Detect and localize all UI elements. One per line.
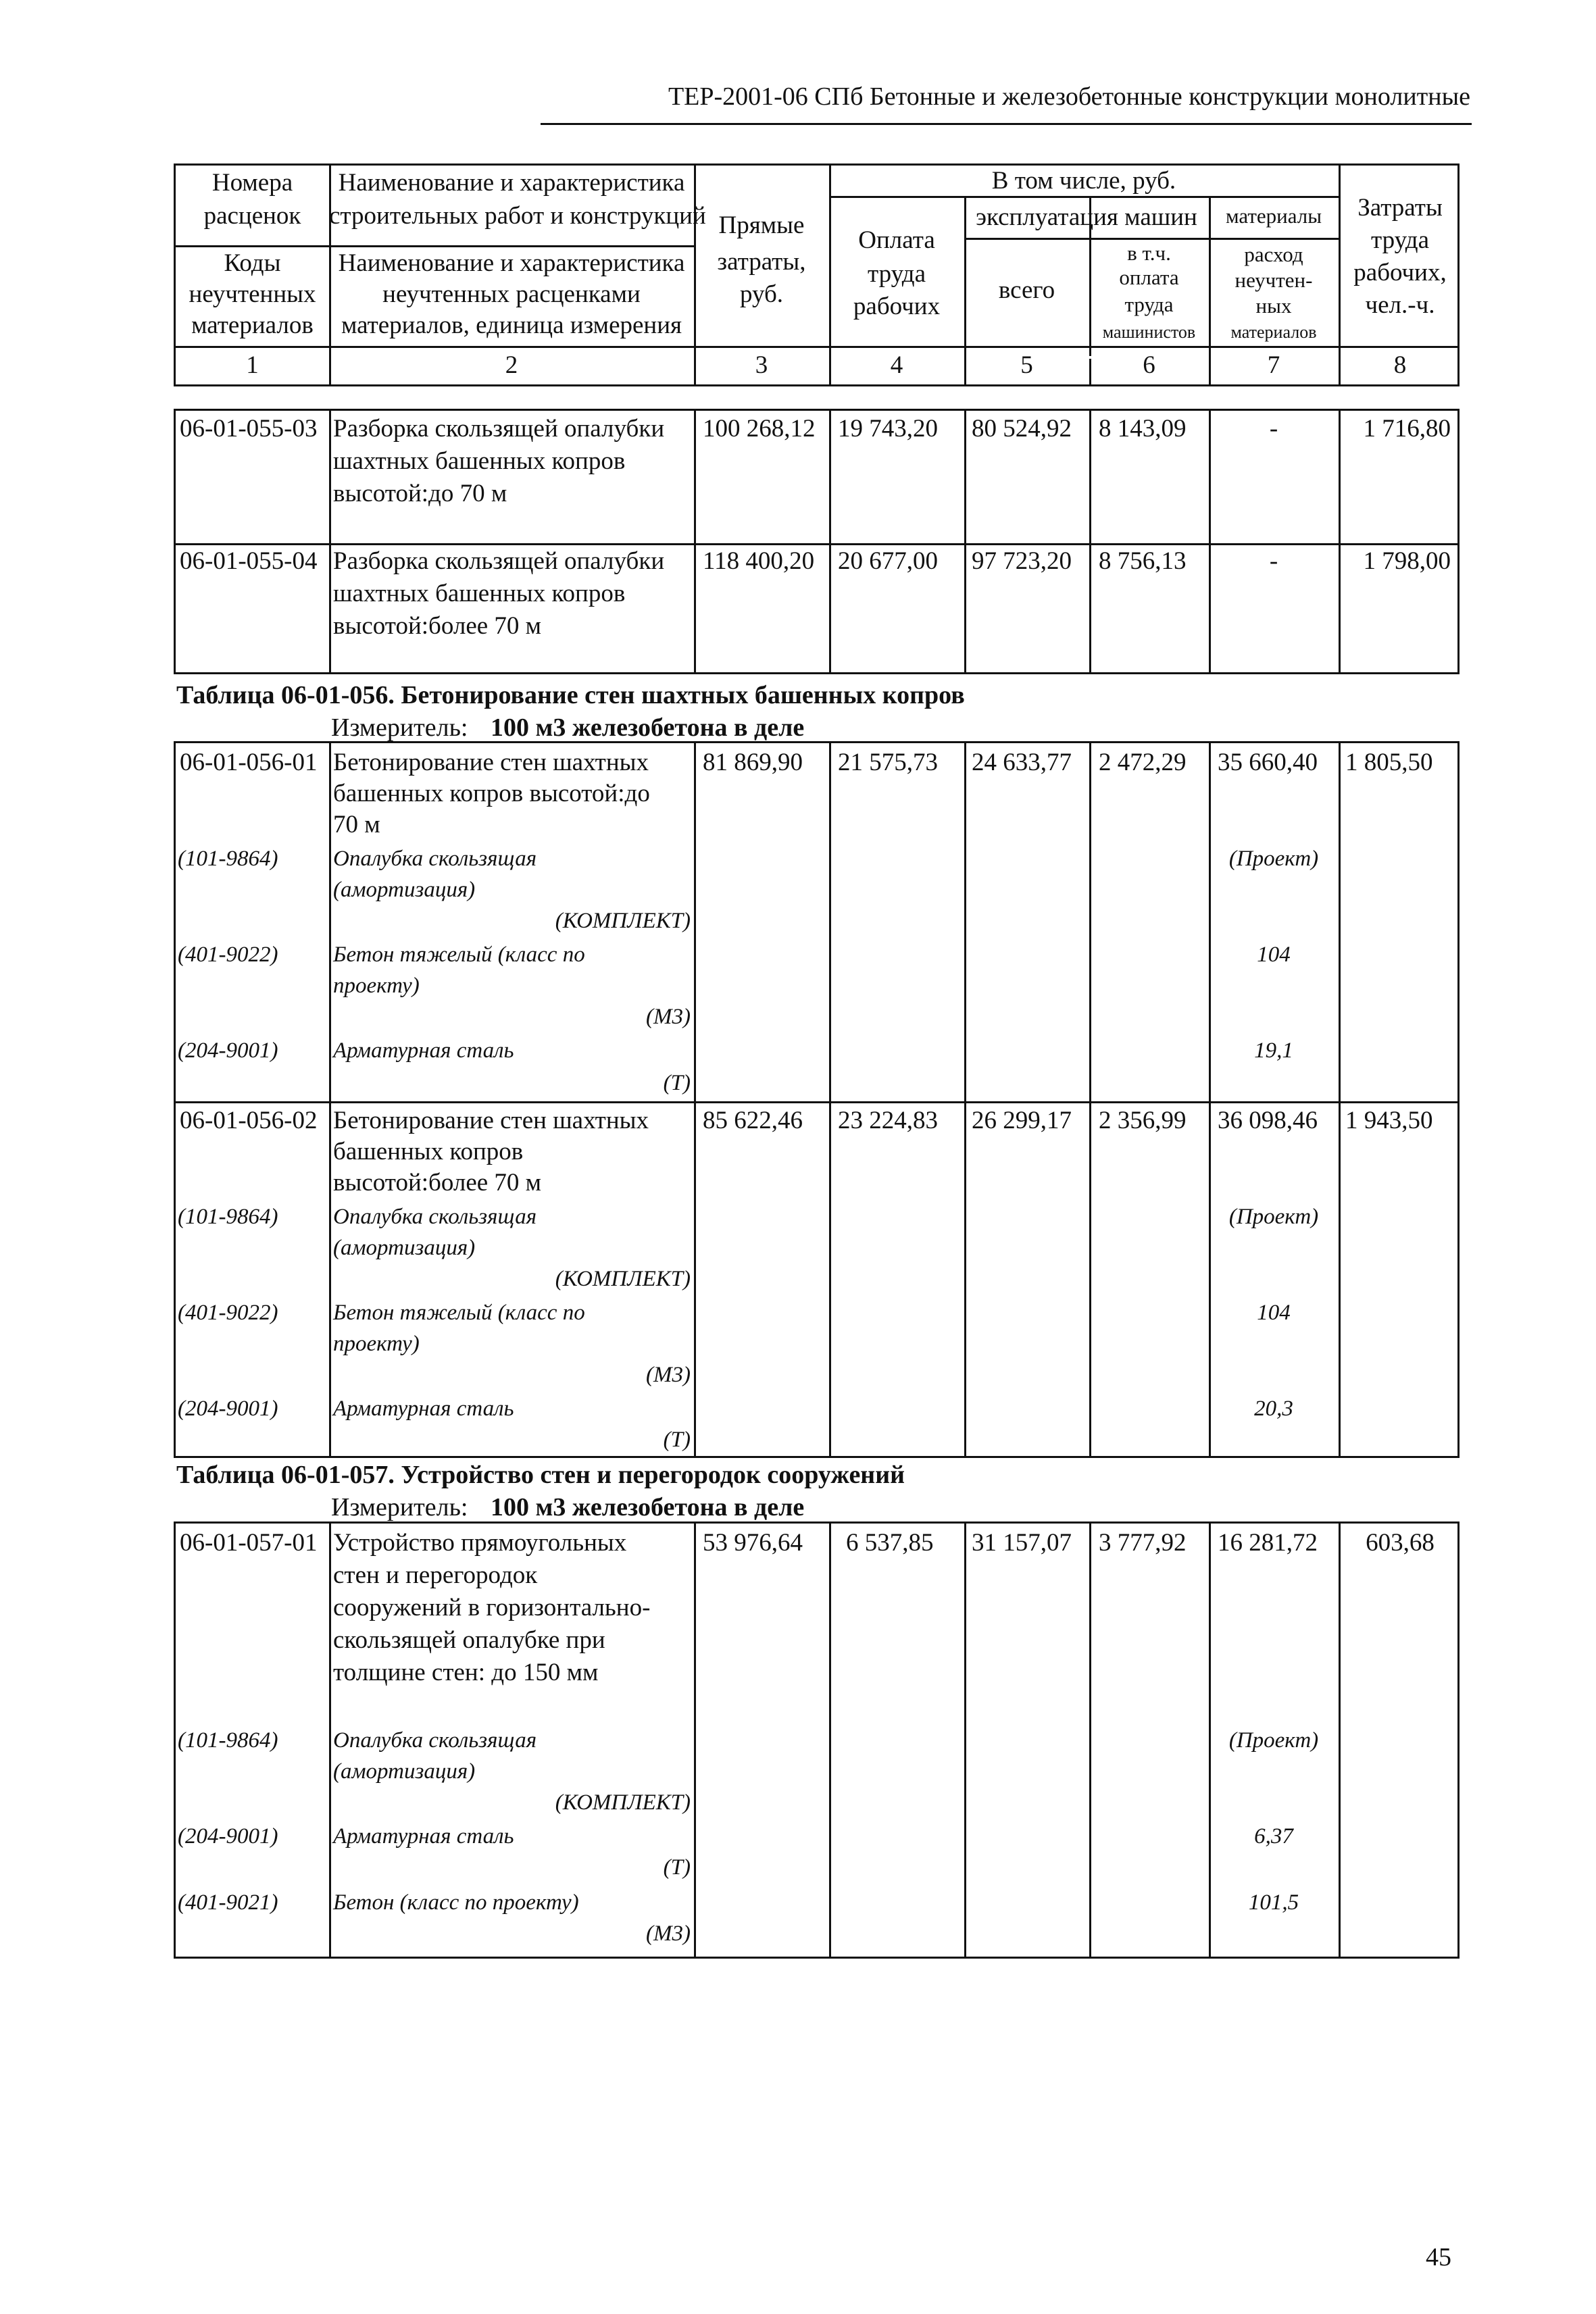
hdr-machinists-l4: машинистов: [1102, 322, 1196, 342]
material-code: (204-9001): [178, 1038, 278, 1063]
row-name-line: сооружений в горизонтально-: [333, 1594, 651, 1621]
row-name-line: стен и перегородок: [333, 1561, 538, 1589]
row-labor-hours: 1 805,50: [1345, 749, 1433, 776]
material-name-line: (амортизация): [333, 878, 476, 902]
col-number-8: 8: [1393, 351, 1407, 379]
hdr-materials-l2: неучтен-: [1235, 268, 1313, 292]
hdr-materials-l3: ных: [1255, 294, 1292, 318]
row-materials: 36 098,46: [1218, 1107, 1318, 1134]
row-direct: 81 869,90: [703, 749, 803, 776]
hdr-incl: В том числе, руб.: [991, 167, 1176, 195]
row-machinists: 8 756,13: [1099, 547, 1187, 575]
row-labor-pay: 6 537,85: [846, 1529, 934, 1557]
hdr-labor-l4: чел.-ч.: [1365, 291, 1435, 319]
row-code: 06-01-056-01: [180, 749, 318, 776]
row-name-line: высотой:до 70 м: [333, 480, 507, 507]
row-direct: 85 622,46: [703, 1107, 803, 1134]
row-labor-pay: 20 677,00: [838, 547, 938, 575]
row-name-line: скользящей опалубке при: [333, 1626, 605, 1654]
row-materials: 16 281,72: [1218, 1529, 1318, 1557]
row-machinists: 2 472,29: [1099, 749, 1187, 776]
row-name-line: Устройство прямоугольных: [333, 1529, 627, 1557]
row-direct: 53 976,64: [703, 1529, 803, 1557]
row-machines: 31 157,07: [972, 1529, 1072, 1557]
row-labor-pay: 21 575,73: [838, 749, 938, 776]
material-qty: (Проект): [1228, 1205, 1319, 1229]
material-qty: 104: [1257, 1301, 1291, 1325]
row-machinists: 3 777,92: [1099, 1529, 1187, 1557]
hdr-direct-l3: руб.: [739, 280, 784, 308]
hdr-labor-pay-l2: труда: [867, 260, 926, 288]
material-name-line: Опалубка скользящая: [333, 847, 537, 871]
row-materials: 35 660,40: [1218, 749, 1318, 776]
material-name-line: Бетон тяжелый (класс по: [333, 942, 585, 967]
row-name-line: Разборка скользящей опалубки: [333, 415, 665, 443]
row-name-line: Бетонирование стен шахтных: [333, 1107, 649, 1134]
row-labor-pay: 19 743,20: [838, 415, 938, 443]
table-056-meter-label: Измеритель:: [331, 713, 468, 742]
material-qty: 101,5: [1248, 1890, 1299, 1915]
material-unit: (Т): [663, 1071, 691, 1095]
row-machinists: 8 143,09: [1099, 415, 1187, 443]
material-code: (401-9021): [178, 1890, 278, 1915]
hdr-direct-l1: Прямые: [718, 211, 805, 239]
table-057-title: Таблица 06-01-057. Устройство стен и перегородок сооружений: [176, 1461, 905, 1489]
material-code: (101-9864): [178, 1728, 278, 1753]
row-materials: -: [1269, 415, 1278, 443]
column-header-table: [174, 164, 1460, 386]
row-machines: 26 299,17: [972, 1107, 1072, 1134]
material-qty: 20,3: [1254, 1397, 1293, 1421]
header-rule: [541, 123, 1472, 125]
material-unit: (КОМПЛЕКТ): [555, 1790, 691, 1815]
row-code: 06-01-057-01: [180, 1529, 318, 1557]
row-materials: -: [1269, 547, 1278, 575]
hdr-labor-l2: труда: [1370, 226, 1430, 254]
row-name-line: 70 м: [333, 811, 380, 838]
col-number-6: 6: [1143, 351, 1155, 379]
material-name-line: проекту): [333, 1332, 420, 1356]
running-header: ТЕР-2001-06 СПб Бетонные и железобетонные конструкции монолитные: [668, 82, 1470, 111]
row-name-line: башенных копров: [333, 1138, 524, 1165]
material-name-line: Опалубка скользящая: [333, 1728, 537, 1753]
material-unit: (Т): [663, 1428, 691, 1452]
row-name-line: башенных копров высотой:до: [333, 780, 650, 807]
hdr-name-l2: строительных работ и конструкций: [329, 202, 706, 230]
material-code: (101-9864): [178, 847, 278, 871]
hdr-machines-total: всего: [998, 276, 1055, 304]
table-056-title: Таблица 06-01-056. Бетонирование стен шахтных башенных копров: [176, 681, 965, 709]
row-direct: 100 268,12: [703, 415, 816, 443]
material-name-line: Опалубка скользящая: [333, 1205, 537, 1229]
row-name-line: шахтных башенных копров: [333, 447, 626, 475]
row-labor-hours: 1 798,00: [1363, 547, 1451, 575]
hdr-direct-l2: затраты,: [717, 248, 806, 276]
hdr-labor-l1: Затраты: [1357, 194, 1443, 222]
material-qty: 104: [1257, 942, 1291, 967]
col-number-7: 7: [1267, 351, 1280, 379]
material-name-line: (амортизация): [333, 1236, 476, 1260]
col-number-4: 4: [890, 351, 903, 379]
material-name-line: Бетон тяжелый (класс по: [333, 1301, 585, 1325]
row-machines: 80 524,92: [972, 415, 1072, 443]
row-name-line: Разборка скользящей опалубки: [333, 547, 665, 575]
row-name-line: шахтных башенных копров: [333, 580, 626, 607]
hdr-machinists-l3: труда: [1124, 293, 1174, 316]
col-number-5: 5: [1020, 351, 1033, 379]
hdr-codes-l4: неучтенных: [189, 280, 316, 308]
material-name-line: (амортизация): [333, 1759, 476, 1784]
material-qty: 6,37: [1254, 1824, 1293, 1848]
material-unit: (М3): [646, 1005, 691, 1029]
material-qty: 19,1: [1254, 1038, 1293, 1063]
page-number: 45: [1426, 2243, 1451, 2271]
row-code: 06-01-055-04: [180, 547, 318, 575]
hdr-name-l4: неучтенных расценками: [382, 280, 641, 308]
hdr-materials: материалы: [1225, 204, 1322, 228]
material-code: (401-9022): [178, 942, 278, 967]
hdr-codes-l2: расценок: [203, 202, 301, 230]
material-unit: (КОМПЛЕКТ): [555, 1267, 691, 1291]
row-name-line: высотой:более 70 м: [333, 1169, 542, 1197]
table-057: [174, 1521, 1460, 1959]
row-machines: 24 633,77: [972, 749, 1072, 776]
material-code: (401-9022): [178, 1301, 278, 1325]
row-direct: 118 400,20: [703, 547, 815, 575]
table-056: [174, 741, 1460, 1458]
hdr-labor-pay-l3: рабочих: [853, 293, 941, 320]
hdr-materials-l4: материалов: [1230, 322, 1317, 342]
row-labor-hours: 1 716,80: [1363, 415, 1451, 443]
table-056-meter-value: 100 м3 железобетона в деле: [491, 713, 805, 742]
hdr-name-l5: материалов, единица измерения: [341, 311, 682, 339]
hdr-labor-pay-l1: Оплата: [858, 226, 935, 254]
hdr-name-l3: Наименование и характеристика: [338, 249, 685, 277]
row-name-line: высотой:более 70 м: [333, 612, 542, 640]
hdr-machinists-l2: оплата: [1119, 266, 1179, 289]
row-machinists: 2 356,99: [1099, 1107, 1187, 1134]
material-name-line: Бетон (класс по проекту): [333, 1890, 579, 1915]
table-057-meter-label: Измеритель:: [331, 1493, 468, 1521]
material-name-line: Арматурная сталь: [333, 1824, 514, 1848]
col-number-1: 1: [246, 351, 259, 379]
material-unit: (М3): [646, 1921, 691, 1946]
row-code: 06-01-056-02: [180, 1107, 318, 1134]
row-labor-hours: 1 943,50: [1345, 1107, 1433, 1134]
material-unit: (КОМПЛЕКТ): [555, 909, 691, 933]
hdr-machines: эксплуатация машин: [976, 203, 1197, 231]
material-qty: (Проект): [1228, 1728, 1319, 1753]
row-machines: 97 723,20: [972, 547, 1072, 575]
hdr-codes-l1: Номера: [211, 169, 293, 197]
hdr-materials-l1: расход: [1244, 243, 1303, 266]
material-code: (204-9001): [178, 1397, 278, 1421]
col-number-3: 3: [755, 351, 768, 379]
material-unit: (Т): [663, 1855, 691, 1880]
hdr-name-l1: Наименование и характеристика: [338, 169, 685, 197]
hdr-codes-l5: материалов: [191, 311, 314, 339]
hdr-machinists-l1: в т.ч.: [1127, 241, 1171, 265]
row-name-line: Бетонирование стен шахтных: [333, 749, 649, 776]
material-name-line: Арматурная сталь: [333, 1038, 514, 1063]
col-number-2: 2: [505, 351, 518, 379]
material-name-line: проекту): [333, 974, 420, 998]
hdr-labor-l3: рабочих,: [1353, 259, 1447, 286]
table-057-meter-value: 100 м3 железобетона в деле: [491, 1493, 805, 1521]
material-code: (101-9864): [178, 1205, 278, 1229]
row-labor-hours: 603,68: [1366, 1529, 1435, 1557]
material-unit: (М3): [646, 1363, 691, 1387]
row-code: 06-01-055-03: [180, 415, 318, 443]
material-qty: (Проект): [1228, 847, 1319, 871]
material-code: (204-9001): [178, 1824, 278, 1848]
row-labor-pay: 23 224,83: [838, 1107, 938, 1134]
material-name-line: Арматурная сталь: [333, 1397, 514, 1421]
row-name-line: толщине стен: до 150 мм: [333, 1659, 599, 1686]
hdr-codes-l3: Коды: [224, 249, 281, 277]
table-055: [174, 409, 1460, 674]
